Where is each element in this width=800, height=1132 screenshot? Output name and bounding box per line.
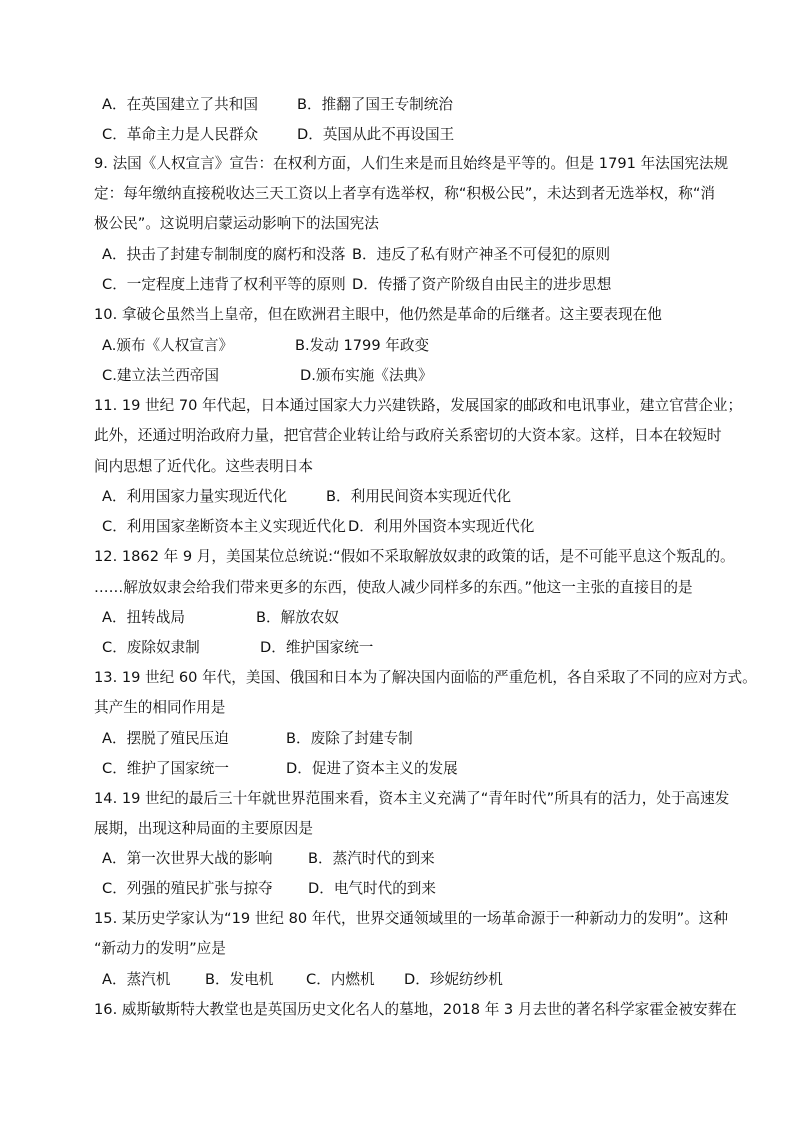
q14-option-c: C．列强的殖民扩张与掠夺 <box>102 880 273 897</box>
q10-option-a: A.颁布《人权宣言》 <box>102 337 234 354</box>
q10-stem: 10. 拿破仑虽然当上皇帝，但在欧洲君主眼中，他仍然是革命的后继者。这主要表现在他 <box>94 306 662 323</box>
q11-option-c: C．利用国家垄断资本主义实现近代化 <box>102 518 346 535</box>
q13-option-d: D．促进了资本主义的发展 <box>286 760 458 777</box>
q9-option-a: A．抉击了封建专制制度的腐朽和没落 <box>102 246 346 263</box>
q13-stem-line-1: 13. 19 世纪 60 年代，美国、俄国和日本为了解决国内面临的严重危机，各自采取了不同的应对方式。 <box>94 669 757 686</box>
q14-option-b: B．蒸汽时代的到来 <box>308 850 435 867</box>
q9-option-c: C．一定程度上违背了权利平等的原则 <box>102 276 346 293</box>
q9-stem-line-1: 9. 法国《人权宣言》宣告：在权利方面，人们生来是而且始终是平等的。但是 1791 年法国宪法规 <box>94 155 729 172</box>
q11-stem-line-3: 间内思想了近代化。这些表明日本 <box>94 458 313 475</box>
q12-stem-line-2: ……解放奴隶会给我们带来更多的东西，使敌人减少同样多的东西。”他这一主张的直接目的是 <box>94 579 693 596</box>
q11-option-a: A．利用国家力量实现近代化 <box>102 488 288 505</box>
q13-option-c: C．维护了国家统一 <box>102 760 229 777</box>
q11-option-d: D．利用外国资本实现近代化 <box>348 518 535 535</box>
q11-option-b: B．利用民间资本实现近代化 <box>326 488 512 505</box>
q13-option-b: B．废除了封建专制 <box>286 730 413 747</box>
q13-option-a: A．摆脱了殖民压迫 <box>102 730 229 747</box>
q15-option-b: B．发电机 <box>205 971 274 988</box>
q10-option-c: C.建立法兰西帝国 <box>102 367 219 384</box>
q15-option-d: D．珍妮纺纱机 <box>404 971 503 988</box>
q12-stem-line-1: 12. 1862 年 9 月，美国某位总统说:“假如不采取解放奴隶的政策的话，是不可能平息这个叛乱的。 <box>94 548 735 565</box>
q9-stem-line-3: 极公民”。这说明启蒙运动影响下的法国宪法 <box>94 215 379 232</box>
q14-option-a: A．第一次世界大战的影响 <box>102 850 273 867</box>
q8-option-c: C．革命主力是人民群众 <box>102 126 259 143</box>
q11-stem-line-2: 此外，还通过明治政府力量，把官营企业转让给与政府关系密切的大资本家。这样，日本在较短时 <box>94 427 722 444</box>
q12-option-b: B．解放农奴 <box>256 609 339 626</box>
q9-option-b: B．违反了私有财产神圣不可侵犯的原则 <box>352 246 611 263</box>
q10-option-d: D.颁布实施《法典》 <box>300 367 433 384</box>
q12-option-d: D．维护国家统一 <box>260 639 374 656</box>
q11-stem-line-1: 11. 19 世纪 70 年代起，日本通过国家大力兴建铁路，发展国家的邮政和电讯事业，建立官营企业； <box>94 397 743 414</box>
q15-option-c: C．内燃机 <box>306 971 375 988</box>
q15-stem-line-1: 15. 某历史学家认为“19 世纪 80 年代，世界交通领域里的一场革命源于一种新动力的发明”。这种 <box>94 910 728 927</box>
q14-stem-line-2: 展期，出现这种局面的主要原因是 <box>94 820 313 837</box>
q14-option-d: D．电气时代的到来 <box>308 880 436 897</box>
q13-stem-line-2: 其产生的相同作用是 <box>94 699 226 716</box>
q15-stem-line-2: “新动力的发明”应是 <box>94 940 226 957</box>
q14-stem-line-1: 14. 19 世纪的最后三十年就世界范围来看，资本主义充满了“青年时代”所具有的活力，处于高速发 <box>94 790 730 807</box>
q16-stem: 16. 威斯敏斯特大教堂也是英国历史文化名人的墓地，2018 年 3 月去世的著名科学家霍金被安葬在 <box>94 1001 737 1018</box>
q9-stem-line-2: 定：每年缴纳直接税收达三天工资以上者享有选举权，称“积极公民”，未达到者无选举权，称“消 <box>94 185 716 202</box>
q8-option-a: A．在英国建立了共和国 <box>102 96 258 113</box>
q12-option-c: C．废除奴隶制 <box>102 639 200 656</box>
q8-option-d: D．英国从此不再设国王 <box>297 126 455 143</box>
q12-option-a: A．扭转战局 <box>102 609 185 626</box>
q9-option-d: D．传播了资产阶级自由民主的进步思想 <box>352 276 612 293</box>
q8-option-b: B．推翻了国王专制统治 <box>297 96 453 113</box>
q15-option-a: A．蒸汽机 <box>102 971 171 988</box>
q10-option-b: B.发动 1799 年政变 <box>295 337 430 354</box>
